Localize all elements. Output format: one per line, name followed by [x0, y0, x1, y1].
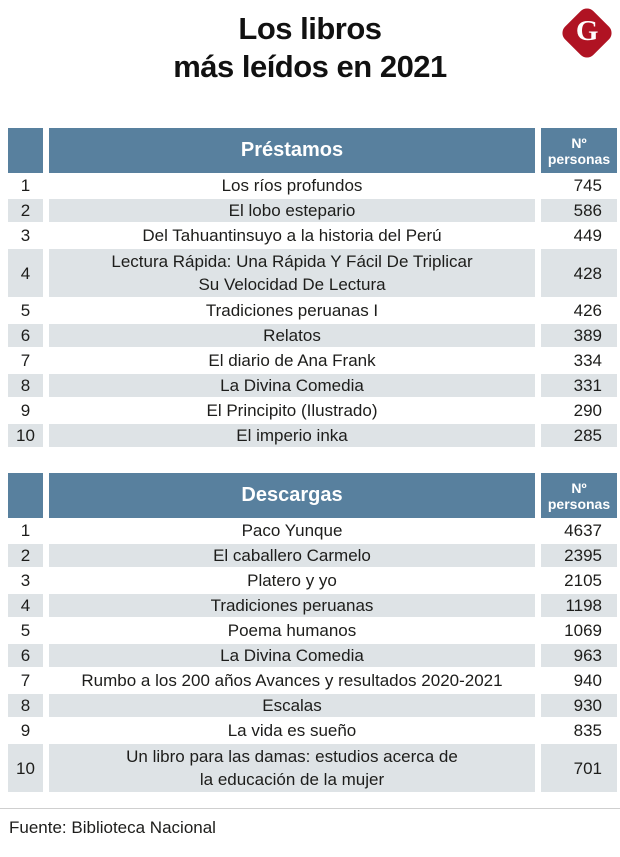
table-row	[8, 173, 617, 198]
count-cell: 290	[541, 398, 617, 423]
rank-cell: 6	[8, 643, 43, 668]
book-title-cell: Lectura Rápida: Una Rápida Y Fácil De Triplicar Su Velocidad De Lectura	[49, 248, 535, 298]
page-title-line1: Los libros	[238, 11, 382, 46]
masthead	[0, 0, 620, 120]
descargas-table-header	[8, 473, 617, 518]
table-row	[8, 618, 617, 643]
count-cell: 426	[541, 298, 617, 323]
table-row	[8, 198, 617, 223]
footer	[0, 808, 620, 838]
book-title-cell: El Principito (Ilustrado)	[49, 398, 535, 423]
book-title-cell: Tradiciones peruanas	[49, 593, 535, 618]
count-cell: 835	[541, 718, 617, 743]
count-cell: 331	[541, 373, 617, 398]
rank-cell: 7	[8, 668, 43, 693]
rank-cell: 4	[8, 593, 43, 618]
book-title-cell: Un libro para las damas: estudios acerca de la educación de la mujer	[49, 743, 535, 793]
page-title	[0, 0, 620, 86]
book-title-cell: La vida es sueño	[49, 718, 535, 743]
rank-cell: 1	[8, 518, 43, 543]
prestamos-table-body	[8, 173, 617, 448]
table-row	[8, 323, 617, 348]
table-row	[8, 643, 617, 668]
count-cell: 2105	[541, 568, 617, 593]
count-cell: 1069	[541, 618, 617, 643]
rank-cell: 8	[8, 373, 43, 398]
count-cell: 428	[541, 248, 617, 298]
table-row	[8, 223, 617, 248]
header-title-cell: Préstamos	[49, 128, 535, 173]
descargas-table	[8, 473, 617, 793]
rank-cell: 8	[8, 693, 43, 718]
table-row	[8, 248, 617, 298]
count-cell: 745	[541, 173, 617, 198]
table-row	[8, 668, 617, 693]
prestamos-table	[8, 128, 617, 448]
table-row	[8, 298, 617, 323]
rank-cell: 10	[8, 743, 43, 793]
count-cell: 586	[541, 198, 617, 223]
book-title-cell: Rumbo a los 200 años Avances y resultados 2020-2021	[49, 668, 535, 693]
book-title-cell: El lobo estepario	[49, 198, 535, 223]
rank-cell: 5	[8, 618, 43, 643]
book-title-cell: Del Tahuantinsuyo a la historia del Perú	[49, 223, 535, 248]
count-cell: 930	[541, 693, 617, 718]
count-cell: 389	[541, 323, 617, 348]
table-row	[8, 743, 617, 793]
rank-cell: 5	[8, 298, 43, 323]
book-title-cell: El diario de Ana Frank	[49, 348, 535, 373]
footer-divider	[0, 808, 620, 809]
table-row	[8, 518, 617, 543]
rank-cell: 4	[8, 248, 43, 298]
rank-cell: 6	[8, 323, 43, 348]
count-cell: 285	[541, 423, 617, 448]
count-cell: 2395	[541, 543, 617, 568]
header-count-cell: Nº personas	[541, 128, 617, 173]
book-title-cell: Poema humanos	[49, 618, 535, 643]
book-title-cell: Paco Yunque	[49, 518, 535, 543]
rank-cell: 2	[8, 198, 43, 223]
rank-cell: 10	[8, 423, 43, 448]
book-title-cell: Escalas	[49, 693, 535, 718]
table-row	[8, 348, 617, 373]
count-cell: 334	[541, 348, 617, 373]
table-row	[8, 718, 617, 743]
book-title-cell: Platero y yo	[49, 568, 535, 593]
source-note: Fuente: Biblioteca Nacional	[9, 818, 216, 837]
prestamos-table-header	[8, 128, 617, 173]
rank-cell: 3	[8, 223, 43, 248]
rank-cell: 9	[8, 718, 43, 743]
book-title-cell: Tradiciones peruanas I	[49, 298, 535, 323]
count-cell: 940	[541, 668, 617, 693]
book-title-cell: La Divina Comedia	[49, 373, 535, 398]
descargas-table-body	[8, 518, 617, 793]
count-cell: 4637	[541, 518, 617, 543]
book-title-cell: Relatos	[49, 323, 535, 348]
rank-cell: 2	[8, 543, 43, 568]
table-row	[8, 373, 617, 398]
table-row	[8, 593, 617, 618]
rank-cell: 7	[8, 348, 43, 373]
table-row	[8, 693, 617, 718]
gestion-logo-letter: G	[575, 15, 599, 47]
header-title-cell: Descargas	[49, 473, 535, 518]
rank-cell: 9	[8, 398, 43, 423]
page-title-line2: más leídos en 2021	[173, 49, 447, 84]
book-title-cell: Los ríos profundos	[49, 173, 535, 198]
header-rank-cell	[8, 128, 43, 173]
header-count-cell: Nº personas	[541, 473, 617, 518]
count-cell: 1198	[541, 593, 617, 618]
rank-cell: 1	[8, 173, 43, 198]
header-rank-cell	[8, 473, 43, 518]
count-cell: 701	[541, 743, 617, 793]
book-title-cell: La Divina Comedia	[49, 643, 535, 668]
table-row	[8, 543, 617, 568]
count-cell: 963	[541, 643, 617, 668]
book-title-cell: El caballero Carmelo	[49, 543, 535, 568]
count-cell: 449	[541, 223, 617, 248]
table-row	[8, 568, 617, 593]
table-row	[8, 423, 617, 448]
book-title-cell: El imperio inka	[49, 423, 535, 448]
table-row	[8, 398, 617, 423]
rank-cell: 3	[8, 568, 43, 593]
